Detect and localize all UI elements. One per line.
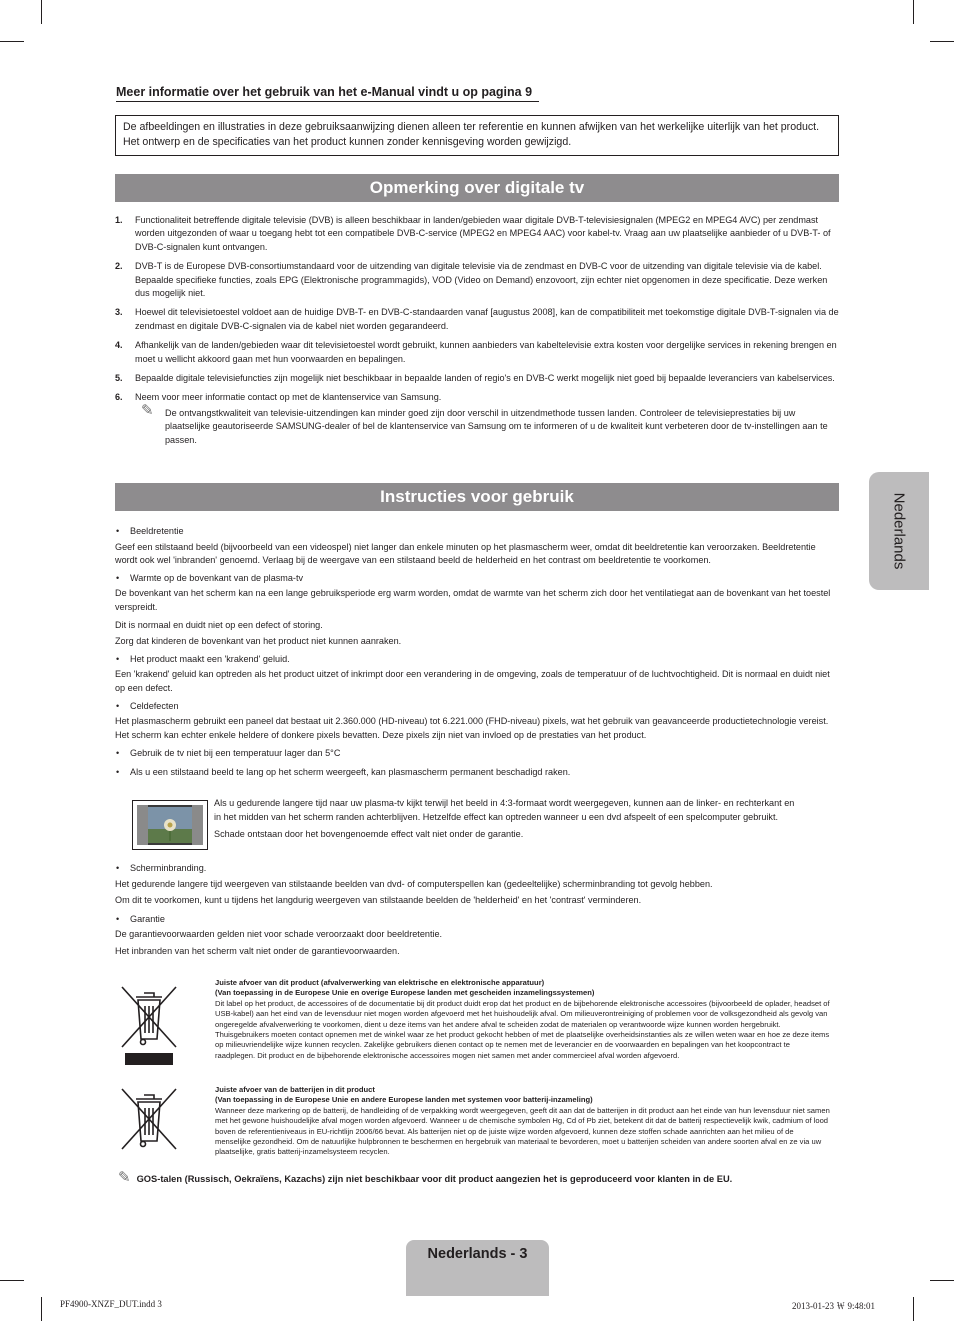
paragraph: De garantievoorwaarden gelden niet voor schade veroorzaakt door beeldretentie. — [115, 929, 443, 940]
paragraph: Het gedurende langere tijd weergeven van stilstaande beelden van dvd- of computerspellen kan (gedeeltelijke) scherminbranding tot gevolg hebben. — [115, 878, 713, 889]
pencil-note-icon: ✎ — [141, 401, 154, 419]
paragraph: Zorg dat kinderen de bovenkant van het product niet kunnen aanraken. — [115, 636, 402, 647]
footer-filename: PF4900-XNZF_DUT.indd 3 — [60, 1299, 162, 1309]
list-item: 6. Neem voor meer informatie contact op met de klantenservice van Samsung. ✎ De ontvangstkwaliteit van televisie-uitzendingen kan minder goed zijn door verschil in uitzendmethode tussen landen. Controleer de televisieprestaties bij uw plaatselijke geautoriseerde SAMSUNG-dealer of bel de klantenservice van Samsung om te informeren of u de kwaliteit kunt verbeteren door de tv-instellingen aan te passen. — [115, 391, 839, 447]
crop-mark — [913, 0, 914, 24]
paragraph: Om dit te voorkomen, kunt u tijdens het langdurig weergeven van stilstaande beelden de 'helderheid' en het 'contrast' verminderen. — [115, 895, 642, 906]
section-title-digital-tv: Opmerking over digitale tv — [115, 174, 839, 202]
instructions-content-2 — [115, 858, 839, 959]
bullet-heading: • Scherminbranding. — [115, 862, 839, 876]
bullet-heading: • Gebruik de tv niet bij een temperatuur lager dan 5°C — [115, 747, 839, 761]
note: ✎ De ontvangstkwaliteit van televisie-uitzendingen kan minder goed zijn door verschil in uitzendmethode tussen landen. Controleer de televisieprestaties bij uw plaatselijke geautoriseerde SAMSUNG-dealer of bel de klantenservice van Samsung om te informeren of u de kwaliteit kunt verbeteren door de tv-instellingen aan te passen. — [141, 401, 828, 445]
footer-timestamp: 2013-01-23 ￦ 9:48:01 — [792, 1301, 875, 1311]
list-item: 2. DVB-T is de Europese DVB-consortiumstandaard voor de uitzending van digitale televisie via de zendmast en DVB-C voor de uitzending van digitale televisie via de kabel. Bepaalde specifieke functies, zoals EPG (Elektronische programmagids), VOD (Video on Demand) enzovoort, zijn echter niet opgenomen in deze specificatie. Deze werken dus mogelijk niet. — [115, 261, 828, 299]
paragraph: Dit is normaal en duidt niet op een defect of storing. — [115, 619, 323, 630]
crop-mark — [930, 1280, 954, 1281]
language-side-tab: Nederlands — [869, 472, 929, 590]
paragraph: Een 'krakend' geluid kan optreden als het product uitzet of inkrimpt door een verandering in de omgeving, zoals de temperatuur of de luchtvochtigheid. Dit is normaal en duidt niet op een defect. — [115, 669, 830, 693]
crop-mark — [0, 41, 24, 42]
bullet-heading: • Beeldretentie — [115, 525, 839, 539]
weee-product-text: Juiste afvoer van dit product (afvalverwerking van elektrische en elektronische apparatuur) (Van toepassing in de Europese Unie en overige Europese landen met gescheiden inzamelingssystemen) Dit label op het product, de accessoires of de documentatie bij dit product duidt erop dat het product en de bijbehorende elektronische accessoires (bijvoorbeeld de oplader, headset of USB-kabel) aan het eind van de levensduur niet mogen worden afgevoerd met het huishoudelijk afval. Om milieuverontreiniging of problemen voor de volksgezondheid als gevolg van ongeregelde afvalverwerking te voorkomen, dient u deze items van het andere afval te scheiden zodat de materialen op verantwoorde wijze kunnen worden hergebruikt. Thuisgebruikers moeten contact opnemen met de winkel waar ze het product gekocht hebben of met de plaatselijke overheidsinstanties als ze willen weten waar en hoe ze deze items op milieuvriendelijke wijze kunnen recyclen. Zakelijke gebruikers dienen contact op te nemen met de leverancier en de voorwaarden en bepalingen van het koopcontract te raadplegen. Dit product en de bijbehorende elektronische accessoires mogen niet samen met ander commercieel afval worden afgevoerd. — [215, 978, 830, 1060]
bullet-heading: • Celdefecten — [115, 700, 839, 714]
crop-mark — [41, 0, 42, 24]
pencil-note-icon: ✎ — [118, 1169, 131, 1186]
instructions-content — [115, 521, 839, 782]
list-item: 5. Bepaalde digitale televisiefuncties zijn mogelijk niet beschikbaar in bepaalde landen of regio's en DVB-C werkt mogelijk niet goed bij bepaalde leveranciers van kabelservices. — [115, 373, 835, 384]
paragraph: Het inbranden van het scherm valt niet onder de garantievoorwaarden. — [115, 945, 400, 956]
paragraph: De bovenkant van het scherm kan na een lange gebruiksperiode erg warm worden, omdat de warmte van het scherm zich door het ventilatiegat aan de bovenkant van het toestel verspreidt. — [115, 588, 831, 612]
section-title-instructions: Instructies voor gebruik — [115, 483, 839, 511]
disclaimer-box: De afbeeldingen en illustraties in deze gebruiksaanwijzing dienen alleen ter referentie en kunnen afwijken van het werkelijke uiterlijk van het product. Het ontwerp en de specificaties van het product kunnen zonder kennisgeving worden gewijzigd. — [115, 115, 839, 156]
tv-screen-illustration — [132, 800, 208, 850]
page-number-tab: Nederlands - 3 — [406, 1240, 549, 1296]
emanual-reference: Meer informatie over het gebruik van het e-Manual vindt u op pagina 9 — [116, 85, 539, 102]
bullet-heading: • Als u een stilstaand beeld te lang op het scherm weergeeft, kan plasmascherm permanent beschadigd raken. — [115, 766, 839, 780]
paragraph: Het plasmascherm gebruikt een paneel dat bestaat uit 2.360.000 (HD-niveau) tot 6.221.000 (FHD-niveau) pixels, wat het gebruik van geavanceerde productietechnologie vereist. Het scherm kan echter enkele heldere of donkere pixels bevatten. Deze pixels zijn niet van invloed op de prestaties van het product. — [115, 716, 829, 740]
bullet-heading: • Warmte op de bovenkant van de plasma-tv — [115, 572, 839, 586]
image-caption: Als u gedurende langere tijd naar uw plasma-tv kijkt terwijl het beeld in 4:3-formaat wordt weergegeven, kunnen aan de linker- en rechterkant en in het midden van het scherm randen achterblijven. Hetzelfde effect kan optreden wanneer u een dvd afspeelt of een spelcomputer gebruikt. Schade ontstaan door het bovengenoemde effect valt niet onder de garantie. — [214, 798, 795, 839]
crop-mark — [930, 41, 954, 42]
paragraph: Geef een stilstaand beeld (bijvoorbeeld van een videospel) niet langer dan enkele minuten op het plasmascherm weer, omdat dit beeldretentie kan veroorzaken. Beeldretentie wordt ook wel 'inbranden' genoemd. Verlaag bij de weergave van een stilstaand beeld de helderheid en het contrast om beeldretentie te voorkomen. — [115, 541, 816, 566]
crop-mark — [913, 1297, 914, 1321]
crossed-wheelie-bin-icon — [118, 1085, 180, 1155]
list-item: 3. Hoewel dit televisietoestel voldoet aan de huidige DVB-T- en DVB-C-standaarden vanaf [augustus 2008], kan de compatibiliteit met toekomstige digitale DVB-T-signalen via de zendmast en digitale DVB-C-signalen via de kabel niet worden gegarandeerd. — [115, 307, 839, 331]
list-item: 4. Afhankelijk van de landen/gebieden waar dit televisietoestel wordt gebruikt, kunnen aanbieders van kabeltelevisie extra kosten voor dergelijke services in rekening brengen en moet u wellicht akkoord gaan met hun voorwaarden en bepalingen. — [115, 340, 837, 364]
gos-note: ✎ GOS-talen (Russisch, Oekraïens, Kazachs) zijn niet beschikbaar voor dit product aangezien het is geproduceerd voor klanten in de EU. — [118, 1169, 733, 1186]
list-item: 1. Functionaliteit betreffende digitale televisie (DVB) is alleen beschikbaar in landen/gebieden waar digitale DVB-T-televisiesignalen (MPEG2 en MPEG4 AVC) per zendmast worden uitgezonden of waar u toegang hebt tot een compatibele DVB-C-service (MPEG2 en MPEG4 AAC) voor kabel-tv. Vraag aan uw plaatselijke aanbieder of u DVB-T- of DVB-C-signalen kunt ontvangen. — [115, 215, 831, 252]
bullet-heading: • Het product maakt een 'krakend' geluid. — [115, 653, 839, 667]
crossed-wheelie-bin-icon — [118, 981, 180, 1067]
digital-tv-list — [115, 214, 839, 447]
bullet-heading: • Garantie — [115, 913, 839, 927]
crop-mark — [0, 1280, 24, 1281]
crop-mark — [41, 1297, 42, 1321]
weee-battery-text: Juiste afvoer van de batterijen in dit product (Van toepassing in de Europese Unie en andere Europese landen met systemen voor batterij-inzameling) Wanneer deze markering op de batterij, de handleiding of de verpakking wordt weergegeven, geeft dit aan dat de batterijen in dit product aan het einde van hun levensduur niet samen met het gewone huishoudelijke afval mogen worden afgevoerd. Wanneer u de chemische symbolen Hg, Cd of Pb ziet, betekent dit dat de batterij respectievelijk kwik, cadmium of lood boven de referentieniveaus in EU-richtlijn 2006/66 bevat. Als batterijen niet op de juiste wijze worden afgevoerd, kunnen deze stoffen schade aanrichten aan het milieu of de menselijke gezondheid. Om de natuurlijke hulpbronnen te beschermen en hergebruik van materiaal te bevorderen, moet u batterijen scheiden van andere soorten afval en ze via uw plaatselijke, gratis batterij-inzamelsysteem recyclen. — [215, 1085, 830, 1157]
